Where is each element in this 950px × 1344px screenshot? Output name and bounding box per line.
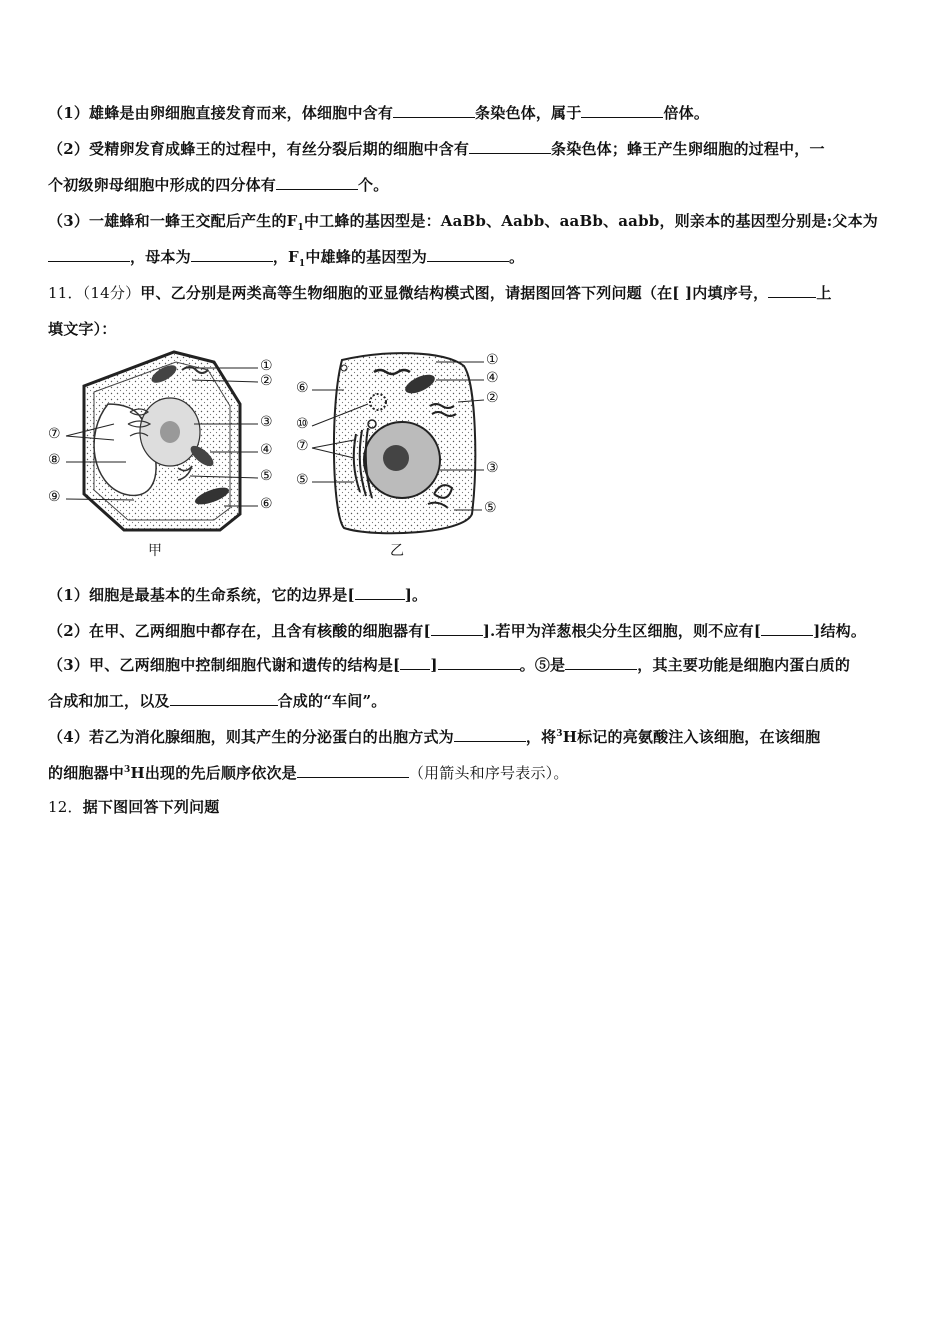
label-yi-4: ④ [486,370,499,386]
answer-blank[interactable] [48,247,130,262]
answer-blank[interactable] [355,585,405,600]
label-jia-9: ⑨ [48,489,61,505]
q12-stem: 12．据下图回答下列问题 [48,798,220,816]
answer-blank[interactable] [565,655,637,670]
q11-stem: 11．（14分）甲、乙分别是两类高等生物细胞的亚显微结构模式图，请据图回答下列问题（在[ ]内填序号， 上 [48,284,832,302]
q11-sub2: （2）在甲、乙两细胞中都存在，且含有核酸的细胞器有[ ].若甲为洋葱根尖分生区细胞，则不应有[ ]结构。 [48,622,867,640]
label-jia-7: ⑦ [48,426,61,442]
answer-blank[interactable] [581,103,663,118]
answer-blank[interactable] [400,655,430,670]
label-yi-5b: ⑤ [484,500,497,516]
answer-blank[interactable] [454,727,526,742]
label-yi-3: ③ [486,460,499,476]
label-jia-6: ⑥ [260,496,273,512]
label-yi-6: ⑥ [296,380,309,396]
answer-blank[interactable] [768,283,816,298]
label-jia-2: ② [260,373,273,389]
q10-part3-cont: ，母本为 ，$F_1$中雄蜂的基因型为 。 [48,246,524,269]
answer-blank[interactable] [170,691,278,706]
label-yi-7: ⑦ [296,438,309,454]
animal-cell-diagram [312,353,484,533]
q11-stem-cont: 填文字）： [48,320,117,338]
label-jia-5: ⑤ [260,468,273,484]
answer-blank[interactable] [297,763,409,778]
label-yi-10: ⑩ [296,416,309,432]
label-jia-8: ⑧ [48,452,61,468]
q11-sub3: （3）甲、乙两细胞中控制细胞代谢和遗传的结构是[ ] 。⑤是 ，其主要功能是细胞内蛋白质的 [48,656,851,674]
plant-cell-diagram [66,352,258,530]
answer-blank[interactable] [431,621,483,636]
q11-sub4-cont: 的细胞器中$^3$H出现的先后顺序依次是 （用箭头和序号表示）。 [48,764,569,782]
q10-part3: （3）一雄蜂和一蜂王交配后产生的$F_1$中工蜂的基因型是：AaBb、Aabb、aaBb、aabb，则亲本的基因型分别是:父本为 [48,212,878,233]
cell-diagrams-svg [44,344,514,564]
q10-part1: （1）雄蜂是由卵细胞直接发育而来，体细胞中含有 条染色体，属于 倍体。 [48,104,710,122]
answer-blank[interactable] [276,175,358,190]
answer-blank[interactable] [393,103,475,118]
q10-part2: （2）受精卵发育成蜂王的过程中，有丝分裂后期的细胞中含有 条染色体；蜂王产生卵细胞的过程中，一 [48,140,825,158]
label-jia-1: ① [260,358,273,374]
answer-blank[interactable] [427,247,509,262]
figure-caption-jia: 甲 [148,543,162,559]
answer-blank[interactable] [191,247,273,262]
label-yi-5a: ⑤ [296,472,309,488]
cell-diagrams-figure [44,344,514,564]
q11-sub3-cont: 合成和加工，以及 合成的“车间”。 [48,692,387,710]
label-yi-2: ② [486,390,499,406]
answer-blank[interactable] [438,655,520,670]
label-jia-4: ④ [260,442,273,458]
figure-caption-yi: 乙 [390,543,404,559]
q11-sub4: （4）若乙为消化腺细胞，则其产生的分泌蛋白的出胞方式为 ，将$^3$H标记的亮氨酸注入该细胞，在该细胞 [48,728,821,746]
answer-blank[interactable] [469,139,551,154]
q10-part2-cont: 个初级卵母细胞中形成的四分体有 个。 [48,176,389,194]
label-yi-1: ① [486,352,499,368]
answer-blank[interactable] [761,621,813,636]
q11-sub1: （1）细胞是最基本的生命系统，它的边界是[ ]。 [48,586,428,604]
label-jia-3: ③ [260,414,273,430]
